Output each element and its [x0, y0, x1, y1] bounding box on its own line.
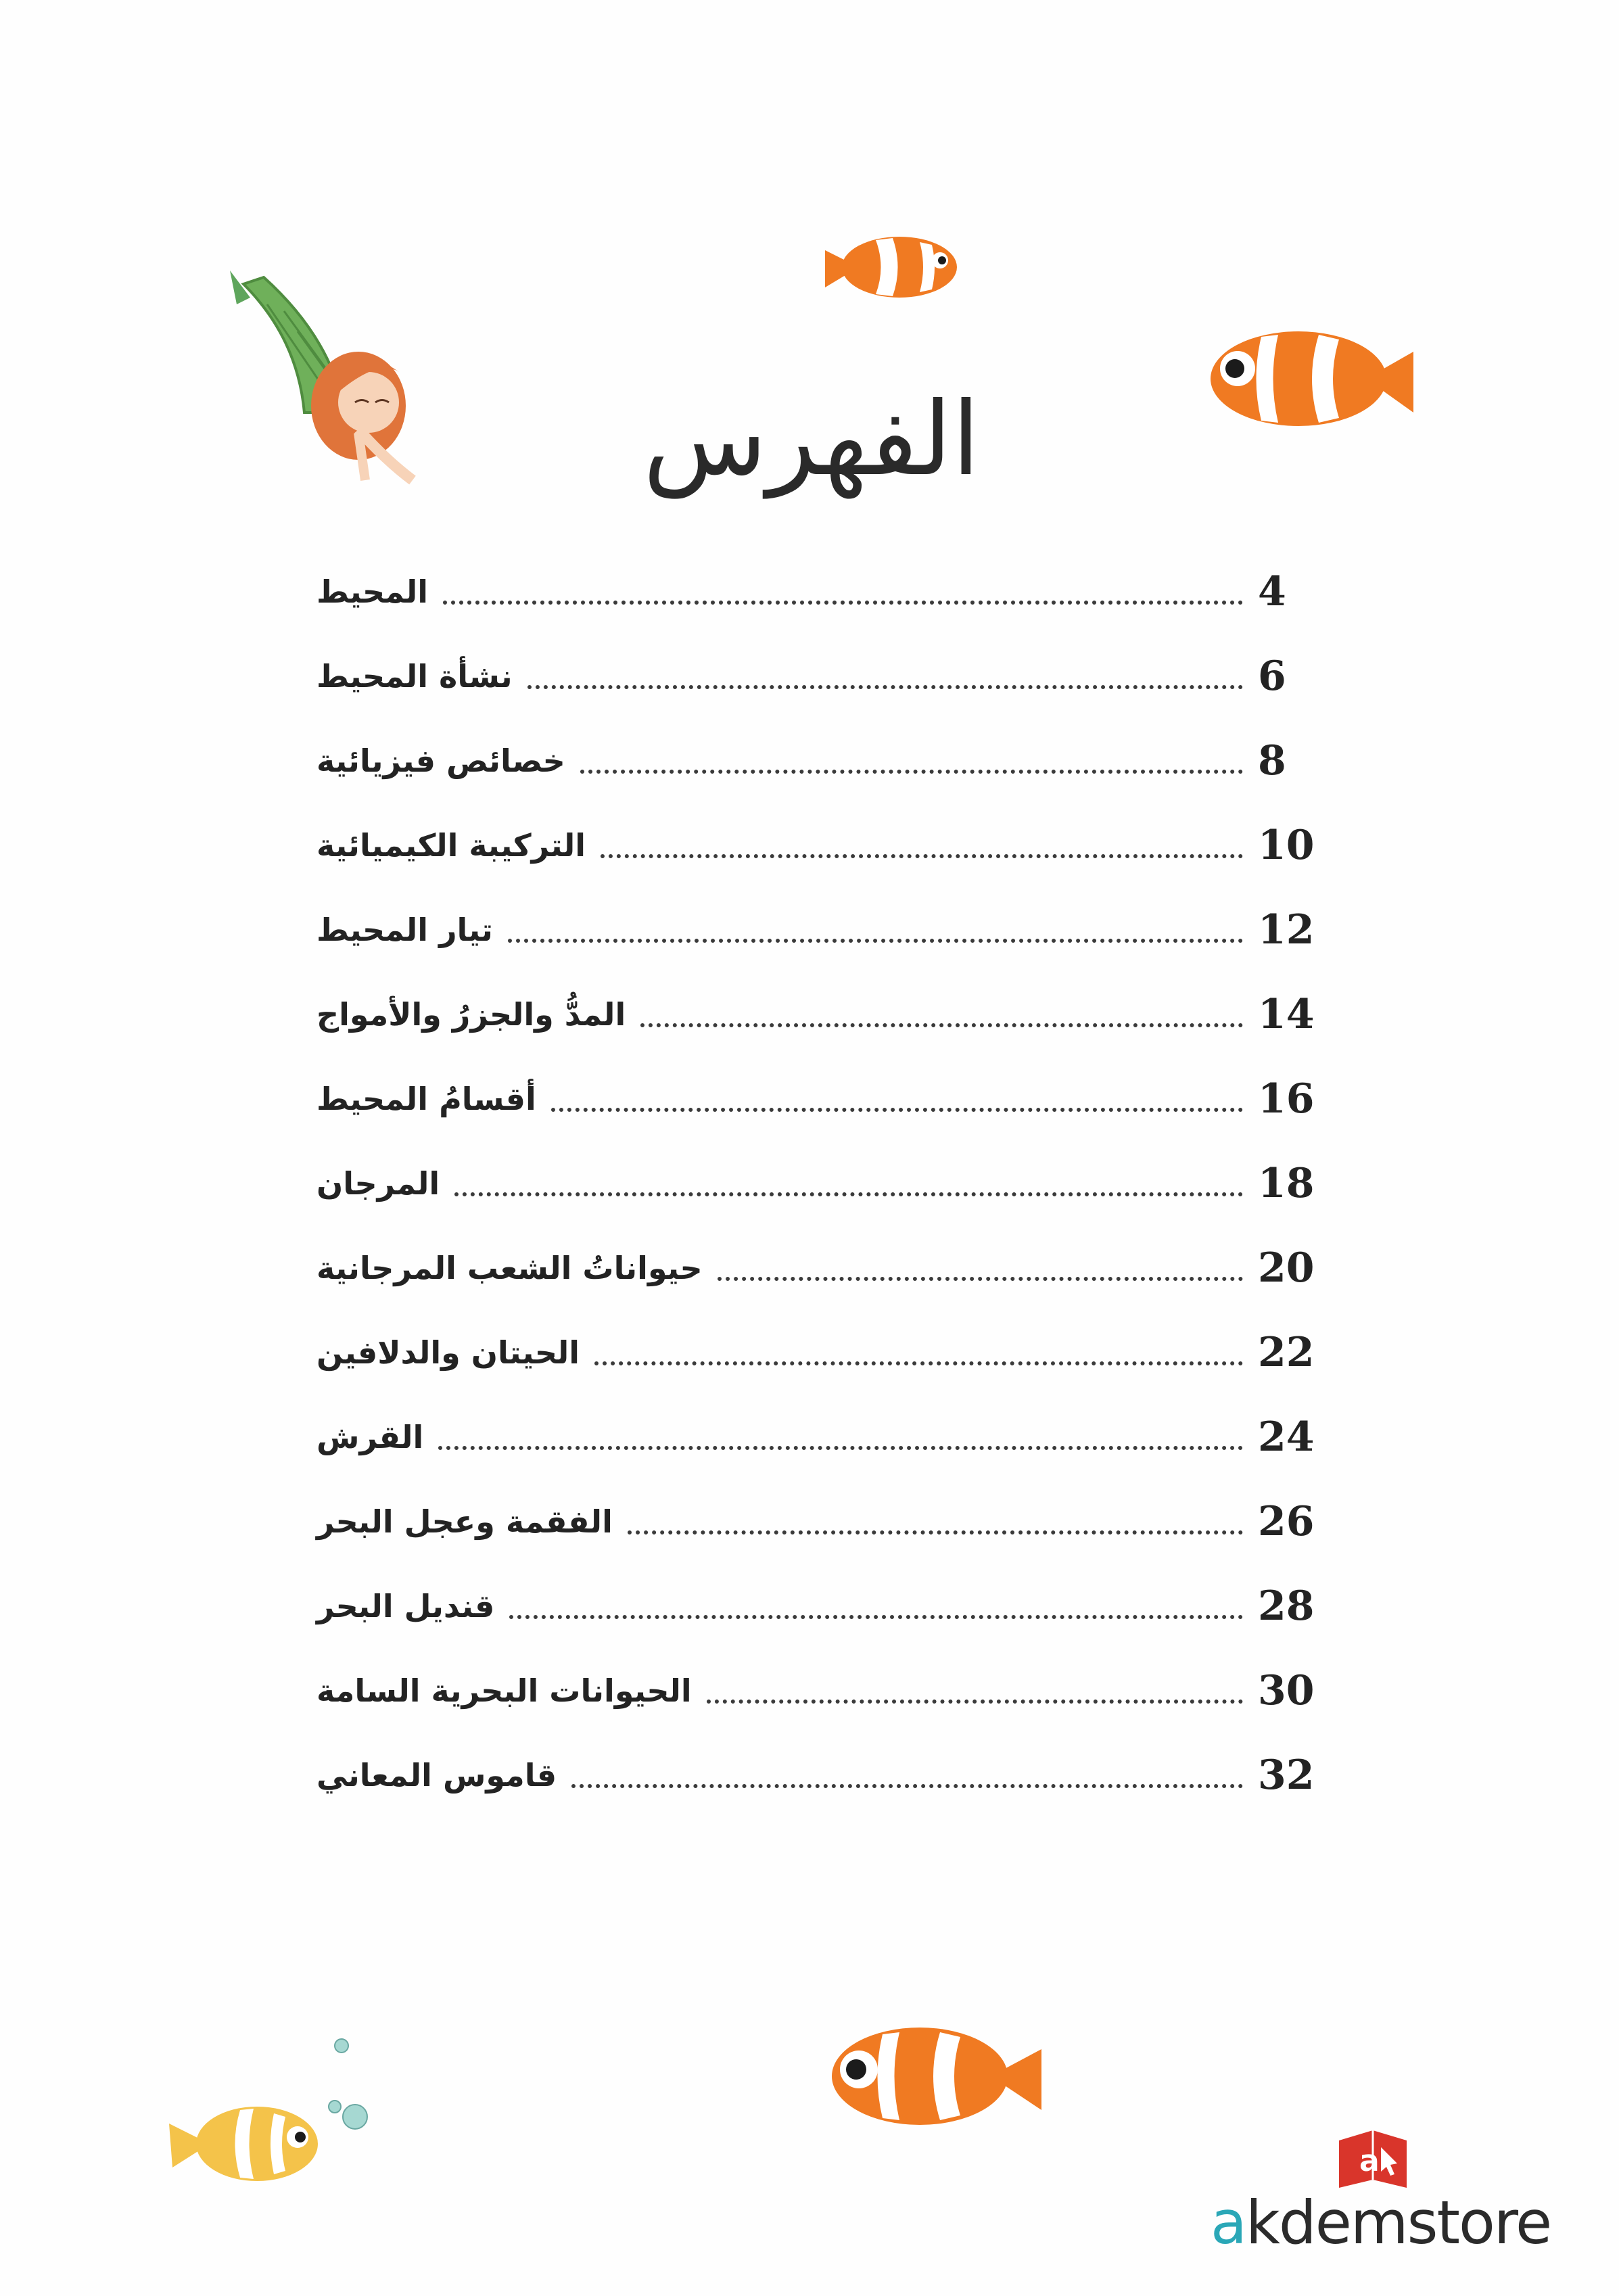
- dot-leader: [594, 1359, 1243, 1365]
- toc-entry: [311, 1400, 1319, 1474]
- clownfish-illustration: [1197, 311, 1420, 446]
- toc-entry-page: 18: [1258, 1160, 1315, 1207]
- toc-entry: [311, 639, 1319, 713]
- toc-entry: [311, 1484, 1319, 1559]
- toc-entry-label: تيار المحيط: [316, 912, 493, 948]
- clownfish-illustration: [818, 223, 967, 311]
- toc-entry-label: الحيتان والدلافين: [316, 1334, 580, 1371]
- toc-entry-label: قاموس المعاني: [316, 1757, 557, 1794]
- dot-leader: [454, 1190, 1243, 1196]
- brand-name-accent: a: [1211, 2188, 1246, 2257]
- toc-entry-label: القرش: [316, 1419, 424, 1455]
- brand-name-rest: kdemstore: [1245, 2188, 1551, 2257]
- toc-entry: [311, 1146, 1319, 1221]
- brand-name: [1211, 2188, 1562, 2257]
- page-title: الفهرس: [642, 381, 981, 498]
- dot-leader: [508, 936, 1243, 943]
- yellow-fish-illustration: [162, 2029, 379, 2205]
- dot-leader: [443, 598, 1243, 605]
- toc-entry: [311, 1062, 1319, 1136]
- toc-entry: [311, 555, 1319, 629]
- dot-leader: [509, 1612, 1243, 1619]
- toc-entry-label: المرجان: [316, 1165, 440, 1202]
- toc-entry: [311, 808, 1319, 883]
- toc-entry-label: أقسامُ المحيط: [316, 1081, 536, 1117]
- toc-entry-page: 32: [1258, 1752, 1315, 1799]
- toc-entry: [311, 1654, 1319, 1728]
- toc-entry: [311, 1569, 1319, 1643]
- clownfish-illustration: [818, 2009, 1048, 2144]
- toc-entry-page: 8: [1258, 737, 1286, 784]
- dot-leader: [640, 1021, 1243, 1027]
- dot-leader: [551, 1105, 1243, 1112]
- toc-entry-page: 20: [1258, 1244, 1315, 1292]
- toc-entry: [311, 893, 1319, 967]
- toc-entry-label: المحيط: [316, 573, 429, 610]
- toc-entry-page: 30: [1258, 1667, 1315, 1714]
- dot-leader: [527, 682, 1243, 689]
- toc-entry-page: 4: [1258, 568, 1286, 615]
- dot-leader: [707, 1697, 1243, 1704]
- toc-entry: [311, 724, 1319, 798]
- toc-entry-page: 26: [1258, 1498, 1315, 1545]
- mermaid-illustration: [203, 257, 487, 528]
- toc-entry: [311, 1315, 1319, 1390]
- toc-entry-page: 28: [1258, 1583, 1315, 1630]
- toc-entry-page: 22: [1258, 1329, 1315, 1376]
- dot-leader: [571, 1781, 1243, 1788]
- toc-entry-label: حيواناتُ الشعب المرجانية: [316, 1250, 703, 1286]
- toc-entry: [311, 1231, 1319, 1305]
- toc-entry: [311, 1738, 1319, 1812]
- toc-entry-label: التركيبة الكيميائية: [316, 827, 586, 864]
- toc-entry-page: 6: [1258, 653, 1286, 700]
- book-badge-icon: [1332, 2120, 1413, 2195]
- dot-leader: [718, 1274, 1243, 1281]
- toc-entry-label: قنديل البحر: [316, 1588, 495, 1624]
- toc-entry-page: 24: [1258, 1413, 1315, 1461]
- toc-entry-label: الحيوانات البحرية السامة: [316, 1672, 692, 1709]
- brand-logo: [1211, 2120, 1562, 2255]
- toc-entry: [311, 977, 1319, 1052]
- toc-entry-page: 16: [1258, 1075, 1315, 1123]
- badge-letter: a: [1359, 2144, 1380, 2178]
- toc-entry-label: المدُّ والجزرُ والأمواج: [316, 996, 626, 1033]
- toc-entry-label: نشأة المحيط: [316, 658, 513, 695]
- toc-entry-label: خصائص فيزيائية: [316, 743, 565, 779]
- dot-leader: [580, 767, 1243, 774]
- dot-leader: [438, 1443, 1243, 1450]
- dot-leader: [628, 1528, 1243, 1534]
- toc-entry-page: 10: [1258, 822, 1315, 869]
- dot-leader: [601, 851, 1243, 858]
- toc-entry-page: 12: [1258, 906, 1315, 954]
- toc-entry-page: 14: [1258, 991, 1315, 1038]
- toc-entry-label: الفقمة وعجل البحر: [316, 1503, 613, 1540]
